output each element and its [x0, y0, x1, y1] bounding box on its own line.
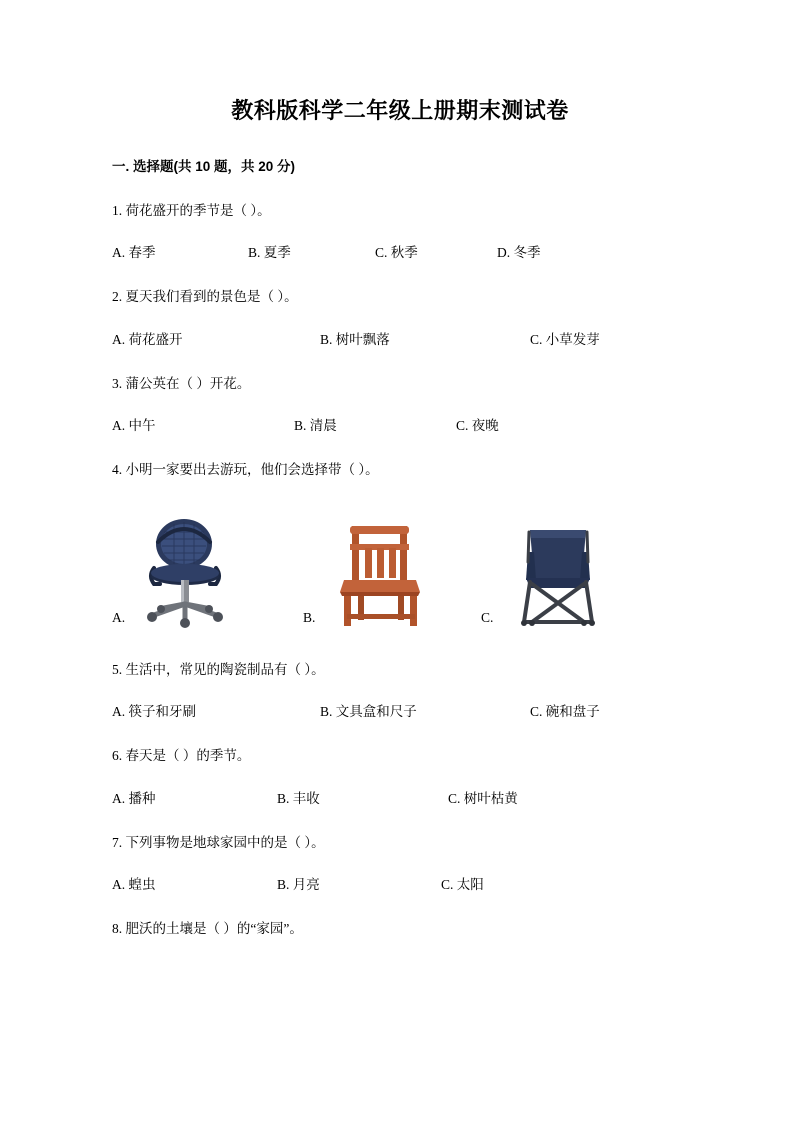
q2-option-b[interactable]: B. 树叶飘落	[320, 331, 390, 347]
question-2: 2. 夏天我们看到的景色是（ ）。	[112, 289, 298, 305]
q2-option-c[interactable]: C. 小草发芽	[530, 331, 600, 347]
folding-camp-chair-photo[interactable]	[508, 522, 608, 628]
question-6-options	[112, 789, 688, 807]
question-6: 6. 春天是（ ）的季节。	[112, 748, 251, 764]
office-chair-photo[interactable]	[138, 516, 248, 628]
q2-option-a[interactable]: A. 荷花盛开	[112, 331, 183, 347]
wooden-chair-photo[interactable]	[334, 522, 430, 628]
q4-option-b-label[interactable]: B.	[303, 610, 316, 625]
question-5-options	[112, 702, 688, 720]
page-title: 教科版科学二年级上册期末测试卷	[231, 98, 569, 123]
q1-option-b[interactable]: B. 夏季	[248, 245, 291, 261]
q3-option-b[interactable]: B. 清晨	[294, 417, 337, 433]
q1-option-c[interactable]: C. 秋季	[375, 245, 418, 261]
question-4-image-options	[112, 506, 688, 634]
q6-option-b[interactable]: B. 丰收	[277, 790, 320, 806]
q1-option-a[interactable]: A. 春季	[112, 245, 156, 261]
q5-option-b[interactable]: B. 文具盒和尺子	[320, 704, 417, 720]
question-5: 5. 生活中，常见的陶瓷制品有（ ）。	[112, 662, 325, 677]
question-4: 4. 小明一家要出去游玩，他们会选择带（ ）。	[112, 461, 379, 477]
question-1: 1. 荷花盛开的季节是（ ）。	[112, 203, 271, 218]
section-heading-choice: 一. 选择题(共 10 题，共 20 分)	[112, 159, 296, 174]
q7-option-a[interactable]: A. 蝗虫	[112, 876, 156, 892]
q7-option-b[interactable]: B. 月亮	[277, 876, 320, 892]
q1-option-d[interactable]: D. 冬季	[497, 245, 541, 261]
q4-option-a-label[interactable]: A.	[112, 610, 126, 625]
q5-option-a[interactable]: A. 筷子和牙刷	[112, 704, 196, 720]
question-7: 7. 下列事物是地球家园中的是（ ）。	[112, 834, 325, 850]
q6-option-a[interactable]: A. 播种	[112, 790, 156, 806]
question-3-options	[112, 416, 688, 434]
question-1-options	[112, 243, 688, 261]
q4-option-c-label[interactable]: C.	[481, 610, 494, 625]
q5-option-c[interactable]: C. 碗和盘子	[530, 704, 600, 720]
q3-option-c[interactable]: C. 夜晚	[456, 417, 499, 433]
q7-option-c[interactable]: C. 太阳	[441, 876, 484, 892]
question-3: 3. 蒲公英在（ ）开花。	[112, 375, 251, 391]
q3-option-a[interactable]: A. 中午	[112, 417, 156, 433]
question-2-options	[112, 330, 688, 348]
question-8: 8. 肥沃的土壤是（ ）的“家园”。	[112, 920, 303, 936]
q6-option-c[interactable]: C. 树叶枯黄	[448, 790, 518, 806]
question-7-options	[112, 875, 688, 893]
